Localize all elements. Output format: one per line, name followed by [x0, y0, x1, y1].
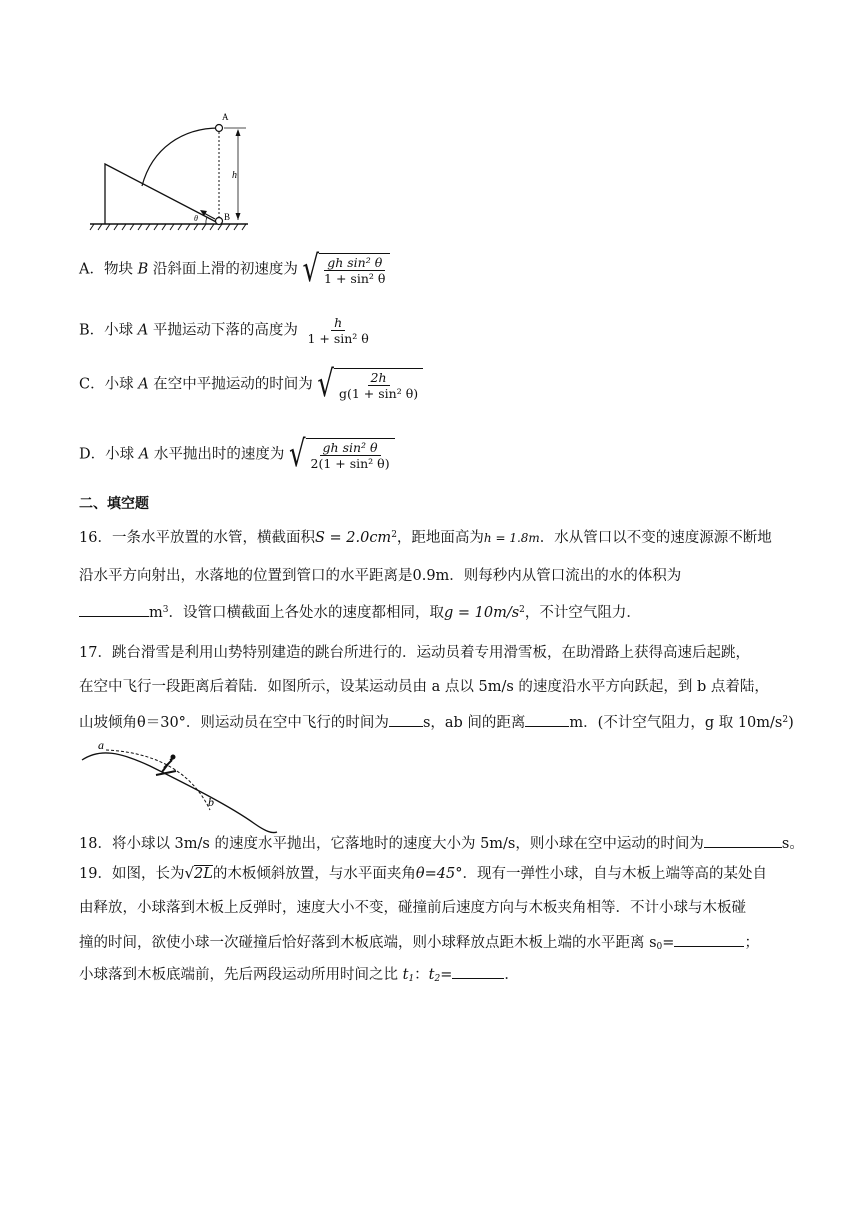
- q17-line2: 在空中飞行一段距离后着陆．如图所示，设某运动员由 a 点以 5m/s 的速度沿水平方向跃起，到 b 点着陆，: [79, 679, 769, 695]
- label-h: h: [232, 170, 237, 181]
- option-c: C．小球 A 在空中平抛运动的时间为 √ $\frac{2h}{\text{g(1 + sin² θ)}}$: [79, 368, 423, 401]
- answer-blank[interactable]: [525, 711, 569, 727]
- option-d: D．小球 A 水平抛出时的速度为 √ $\frac{\text{gh sin² θ}}{\text{2(1 + sin² θ)}}$: [79, 438, 395, 471]
- q19-line1: 19．如图，长为√2L的木板倾斜放置，与水平面夹角θ=45°．现有一弹性小球，自与木板上端等高的某处自: [79, 864, 767, 882]
- q16-line2: 沿水平方向射出，水落地的位置到管口的水平距离是0.9m．则每秒内从管口流出的水的体积为: [79, 568, 682, 584]
- answer-blank[interactable]: [389, 711, 423, 727]
- option-a: A．物块 B 沿斜面上滑的初速度为 √ $\frac{\text{gh sin² θ}}{\text{1 + sin² θ}}$: [79, 253, 390, 286]
- q18-text: 18．将小球以 3m/s 的速度水平抛出，它落地时的速度大小为 5m/s，则小球在空中运动的时间为 s。: [79, 832, 804, 854]
- q19-line2: 由释放，小球落到木板上反弹时，速度大小不变，碰撞前后速度方向与木板夹角相等．不计小球与木板碰: [79, 900, 746, 916]
- label-a: A: [222, 112, 229, 122]
- q16-line3: $m^3$．设管口横截面上各处水的速度都相同，取$g = 10m/s^2$，不计空气阻力．: [79, 601, 641, 623]
- answer-blank[interactable]: [452, 963, 504, 979]
- q19-line4: 小球落到木板底端前，先后两段运动所用时间之比 $t_1$：$t_2=$ ．: [79, 963, 519, 985]
- label-b: b: [208, 795, 214, 809]
- label-theta: θ: [194, 214, 198, 223]
- q16-line1: 16．一条水平放置的水管，横截面积$S = 2.0cm^2$，距地面高为h = 1.8m．水从管口以不变的速度源源不断地: [79, 530, 772, 546]
- q17-line3: 山坡倾角θ＝30°．则运动员在空中飞行的时间为 s，ab 间的距离 m．(不计空气阻力，g 取 $10m/s^2$): [79, 711, 794, 733]
- q19-line3: 撞的时间，欲使小球一次碰撞后恰好落到木板底端，则小球释放点距木板上端的水平距离 $s_0=$ ；: [79, 931, 759, 953]
- label-b: B: [224, 212, 231, 222]
- label-a: a: [98, 738, 104, 752]
- ski-slope-figure: [80, 738, 280, 838]
- option-b: B．小球 A 平抛运动下落的高度为 $\frac{h}{\text{1 + sin² θ}}$: [79, 315, 374, 346]
- sqrt-expression: √ $\frac{\text{gh sin² θ}}{\text{2(1 + sin² θ)}}$: [289, 438, 395, 471]
- q17-line1: 17．跳台滑雪是利用山势特别建造的跳台所进行的．运动员着专用滑雪板，在助滑路上获得高速后起跳，: [79, 645, 750, 661]
- section-title: 二、填空题: [79, 496, 149, 512]
- answer-blank[interactable]: [674, 931, 744, 947]
- answer-blank[interactable]: [79, 601, 149, 617]
- sqrt-expression: √ $\frac{2h}{\text{g(1 + sin² θ)}}$: [317, 368, 423, 401]
- answer-blank[interactable]: [704, 832, 782, 848]
- sqrt-expression: √ $\frac{\text{gh sin² θ}}{\text{1 + sin² θ}}$: [302, 253, 390, 286]
- fraction-expression: $\frac{h}{\text{1 + sin² θ}}$: [307, 315, 369, 346]
- incline-projectile-figure: [88, 108, 258, 236]
